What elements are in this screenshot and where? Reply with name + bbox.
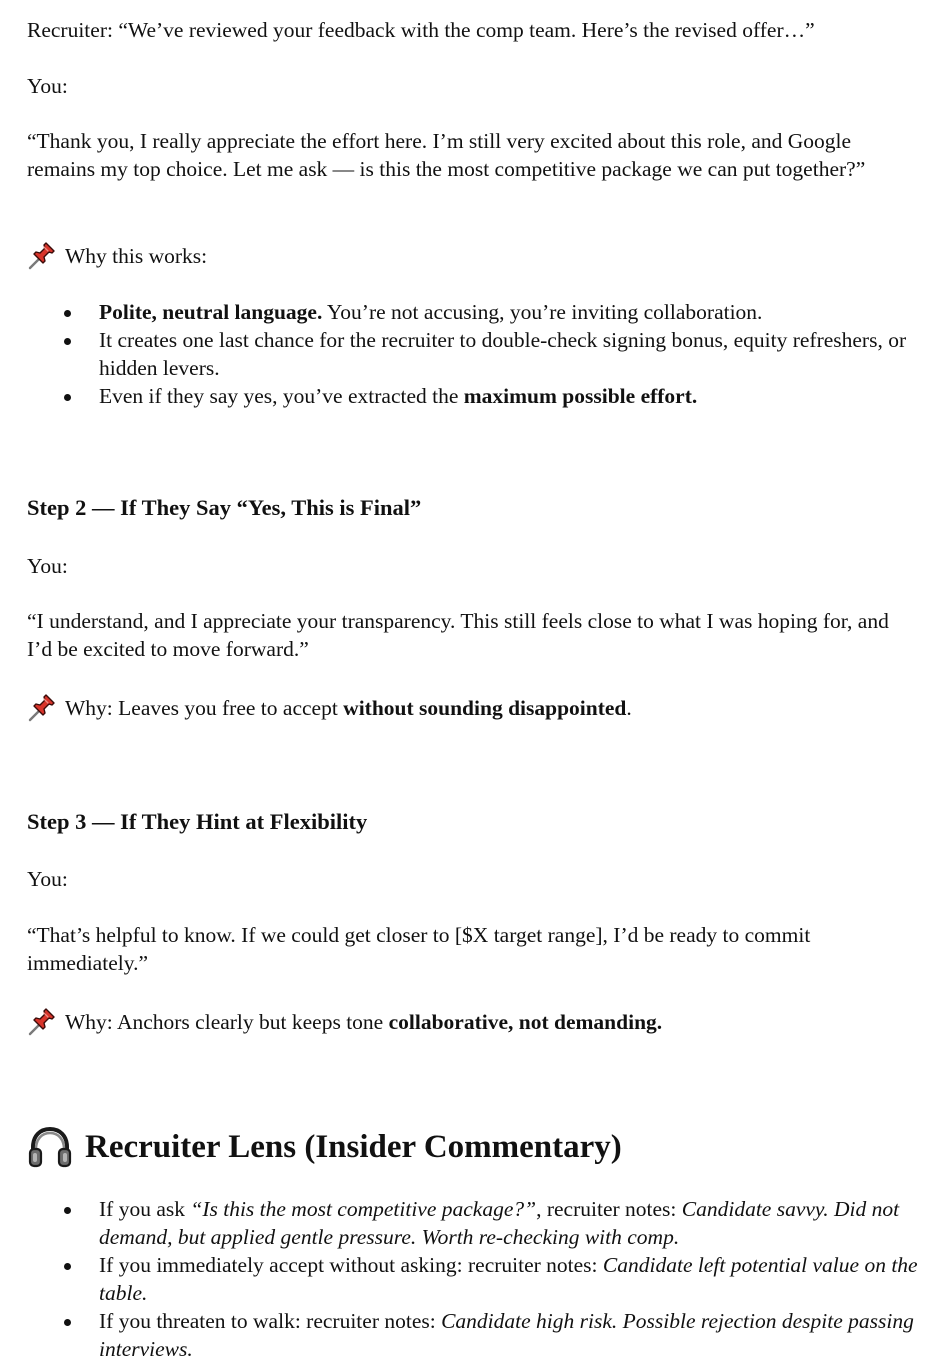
step3-why-bold: collaborative, not demanding. xyxy=(388,1010,663,1034)
quoted-question: “Is this the most competitive package?” xyxy=(190,1197,537,1221)
step2-why-bold: without sounding disappointed xyxy=(343,696,627,720)
you-label: You: xyxy=(27,74,68,98)
step2-you-label: You: xyxy=(27,554,68,578)
recruiter-lens-heading xyxy=(27,1124,916,1170)
pushpin-icon xyxy=(27,1008,57,1036)
why-bullets xyxy=(0,298,918,410)
bullet-text: It creates one last chance for the recruiter to double-check signing bonus, equity refreshers, or hidden levers. xyxy=(99,328,907,380)
step3-you-label: You: xyxy=(27,867,68,891)
step3-heading: Step 3 — If They Hint at Flexibility xyxy=(27,809,368,834)
list-item: If you threaten to walk: recruiter notes: Candidate high risk. Possible rejection despite passing interviews. xyxy=(0,1307,918,1363)
list-item xyxy=(0,382,918,410)
recruiter-line: Recruiter: “We’ve reviewed your feedback with the comp team. Here’s the revised offer…” xyxy=(27,18,815,42)
headphones-icon xyxy=(27,1124,73,1170)
list-item: If you ask “Is this the most competitive package?”, recruiter notes: Candidate savvy. Did not demand, but applied gentle pressure. Worth re-checking with comp. xyxy=(0,1195,918,1251)
step3-reply: “That’s helpful to know. If we could get closer to [$X target range], I’d be ready to commit immediately.” xyxy=(27,923,811,975)
why-label: Why this works: xyxy=(65,244,208,268)
bullet-bold: Polite, neutral language. xyxy=(99,300,323,324)
why-this-works-line xyxy=(27,242,916,270)
recruiter-note: Candidate left potential value on the table. xyxy=(99,1253,918,1305)
list-item: If you immediately accept without asking: recruiter notes: Candidate left potential value on the table. xyxy=(0,1251,918,1307)
list-item xyxy=(0,298,918,326)
step2-reply: “I understand, and I appreciate your transparency. This still feels close to what I was hoping for, and I’d be excited to move forward.” xyxy=(27,609,889,661)
recruiter-note: Candidate high risk. Possible rejection despite passing interviews. xyxy=(99,1309,914,1361)
step3-why-line xyxy=(27,1008,916,1036)
bullet-text: Even if they say yes, you’ve extracted the xyxy=(99,384,464,408)
lens-bullets xyxy=(0,1195,918,1363)
bullet-bold: maximum possible effort. xyxy=(463,384,698,408)
step2-why-line: Why: Leaves you free to accept without sounding disappointed. xyxy=(27,694,916,722)
recruiter-note: Candidate savvy. Did not demand, but applied gentle pressure. Worth re-checking with comp. xyxy=(99,1197,900,1249)
candidate-reply: “Thank you, I really appreciate the effort here. I’m still very excited about this role, and Google remains my top choice. Let me ask — is this the most competitive package we can put together?” xyxy=(27,129,866,181)
pushpin-icon xyxy=(27,694,57,722)
bullet-text: You’re not accusing, you’re inviting collaboration. xyxy=(322,300,763,324)
list-item xyxy=(0,326,918,382)
step3-why-text: Why: Anchors clearly but keeps tone xyxy=(65,1010,389,1034)
step2-why-text: Why: Leaves you free to accept xyxy=(65,696,344,720)
pushpin-icon xyxy=(27,242,57,270)
recruiter-lens-title: Recruiter Lens (Insider Commentary) xyxy=(85,1129,622,1165)
step2-heading: Step 2 — If They Say “Yes, This is Final” xyxy=(27,495,422,520)
